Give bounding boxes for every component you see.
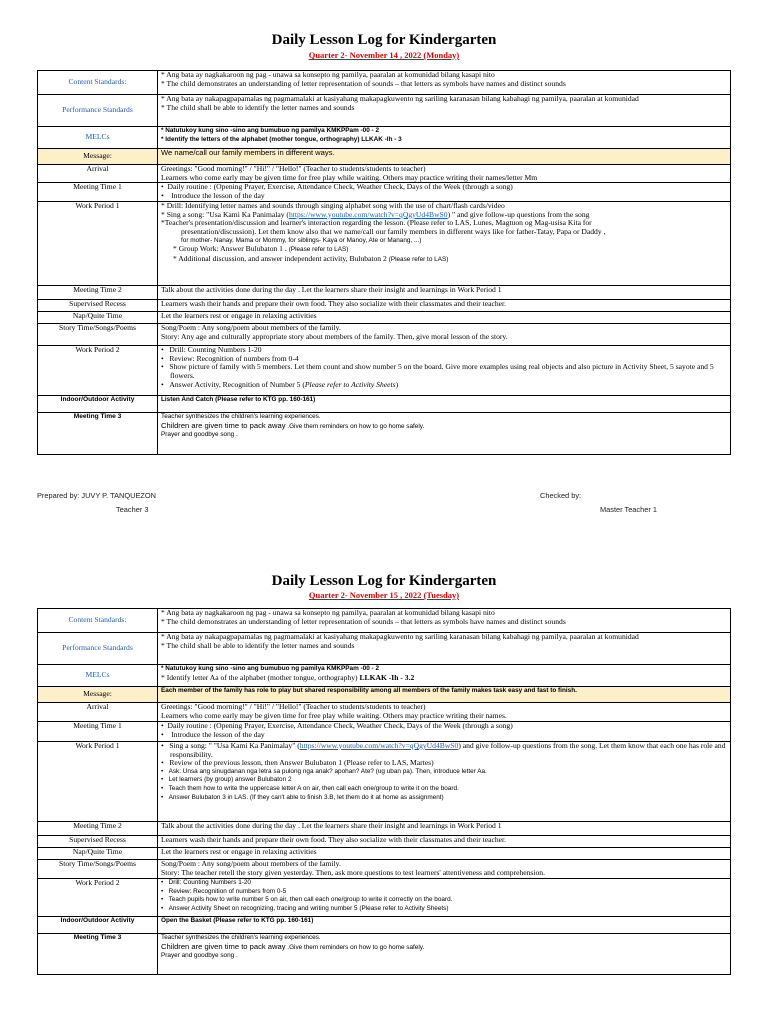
wp1-text: Let learners (by group) answer Bulubaton 2 [168, 776, 292, 784]
wp2-text: ) [395, 380, 399, 389]
wp2-text: Drill: Counting Numbers 1-20 [169, 346, 262, 355]
routine-text: Daily routine : (Opening Prayer, Exercise, Attendance Check, Weather Check, Days of the Week (through a song) [167, 722, 513, 730]
content-line: * Ang bata ay nagkakaroon ng pag - unawa sa konsepto ng pamilya, paaralan at komunidad bilang kasapi nito [161, 71, 495, 79]
wp2-line: • Review: Recognition of numbers from 0-5 [161, 887, 287, 895]
performance-line: * Ang bata ay nakapagpapamalas ng pagmamalaki at kasiyahang makapagkuwento ng sariling karanasan bilang kabahagi ng pamilya, paaralan at komunidad [161, 94, 639, 103]
mt3-line: Teacher synthesizes the children's learning experiences. [161, 413, 321, 421]
row-content-standards [38, 71, 731, 95]
content-line: * The child demonstrates an understanding of letter representation of sounds – that letters as symbols have names and distinct sounds [161, 617, 566, 626]
label-meeting-time-2: Meeting Time 2 [38, 822, 158, 836]
wp2-text: Review: Recognition of numbers from 0-5 [168, 887, 287, 895]
routine-line: • Introduce the lesson of the day [161, 191, 265, 200]
message-cell [158, 687, 731, 703]
row-melcs [38, 665, 731, 687]
wp2-line: • Drill: Counting Numbers 1-20 [161, 879, 251, 886]
arrival-line: Greetings: "Good morning!" / "Hi!" / "Hello!" (Teacher to students/students to teacher) [161, 165, 426, 173]
row-nap-time [38, 848, 731, 860]
wp2-text: Drill: Counting Numbers 1-20 [168, 879, 251, 886]
label-message: Message: [38, 687, 158, 703]
wp2-line: • Drill: Counting Numbers 1-20 [161, 346, 262, 355]
wp2-ref: Please refer to Activity Sheets [304, 380, 396, 389]
story-line: Song/Poem : Any song/poem about members of the family. [161, 324, 341, 333]
label-work-period-1: Work Period 1 [38, 742, 158, 822]
routine-text: Introduce the lesson of the day [171, 191, 265, 200]
story-line: Song/Poem : Any song/poem about members of the family. [161, 860, 341, 868]
wp1-line: • Teach them how to write the uppercase letter A on air, then call each one/group to write it on the board. [161, 784, 459, 792]
row-work-period-2 [38, 879, 731, 917]
mt3-line [161, 422, 727, 432]
row-performance-standards [38, 95, 731, 127]
wp2-line: • Teach pupils how to write number 5 on air, then call each one/group to write it correctly on the board. [161, 896, 453, 904]
checked-by: Checked by: [540, 491, 582, 500]
melc-code: LLKAK -Ih - 3.2 [359, 673, 415, 682]
row-indoor-outdoor [38, 396, 731, 413]
wp1-text: ) and give follow-up questions from the song. Let them know that each one has role and responsibility. [170, 741, 726, 759]
mt3-text: Children are given time to pack away [161, 942, 286, 951]
arrival-cell [158, 703, 731, 722]
wp1-line: * Drill: Identifying letter names and sounds through singing alphabet song with the use of chart/flash cards/video [161, 202, 505, 211]
arrival-line: Learners who come early may be given time for free play while waiting. Others may practice writing their names. [161, 711, 507, 720]
label-meeting-time-1: Meeting Time 1 [38, 722, 158, 742]
row-supervised-recess [38, 836, 731, 848]
wp1-text: * Sing a song: "Usa Kami Ka Panimalay ( [161, 210, 289, 219]
nap-cell [158, 848, 731, 860]
wp1-ref: (Please refer to LAS) [388, 255, 449, 263]
meeting-time-3-cell [158, 413, 731, 455]
wp1-text: Answer Bulubaton 3 in LAS. (If they can't able to finish 3.B, let them do it at home as assignment) [168, 793, 444, 801]
label-meeting-time-1: Meeting Time 1 [38, 183, 158, 202]
wp2-text: Answer Activity Sheet on recognizing, tracing and writing number 5 (Please refer to Activity Sheets) [168, 904, 449, 912]
content-standards-cell [158, 609, 731, 633]
row-melcs [38, 127, 731, 149]
melc-text: * Identify letter Aa of the alphabet (mother tongue, orthography) [161, 673, 360, 682]
mt3-text: .Give them reminders on how to go home safely. [285, 943, 425, 951]
wp1-line: *Teacher's presentation/discussion and learner's interaction regarding the lesson. (Please refer to LAS, Lunes, Magtuon og Mag-usisa Kita for [161, 219, 592, 228]
label-work-period-2: Work Period 2 [38, 879, 158, 917]
mt3-text: Children are given time to pack away [161, 421, 286, 430]
wp1-line [161, 211, 727, 220]
indoor-text: Listen And Catch (Please refer to KTG pp. 160-161) [161, 396, 316, 404]
story-cell [158, 860, 731, 879]
work-period-2-cell [158, 346, 731, 396]
label-work-period-1: Work Period 1 [38, 202, 158, 286]
mt3-line: Prayer and goodbye song . [161, 431, 238, 439]
wp2-text: Teach pupils how to write number 5 on air, then call each one/group to write it correctly on the board. [168, 896, 453, 904]
label-content-standards: Content Standards: [38, 71, 158, 95]
indoor-cell [158, 917, 731, 934]
nap-cell [158, 312, 731, 324]
wp2-line: • Answer Activity Sheet on recognizing, tracing and writing number 5 (Please refer to Activity Sheets) [161, 904, 449, 912]
wp1-line [161, 255, 727, 265]
row-indoor-outdoor [38, 917, 731, 934]
row-nap-time [38, 312, 731, 324]
routine-line: • Introduce the lesson of the day [161, 730, 265, 739]
wp1-text: Sing a song: " "Usa Kami Ka Panimalay" ( [169, 741, 300, 750]
row-message [38, 687, 731, 703]
label-meeting-time-3: Meeting Time 3 [38, 413, 158, 455]
content-line: * The child demonstrates an understanding of letter representation of sounds – that letters as symbols have names and distinct sounds [161, 79, 566, 88]
log1-table [37, 70, 731, 455]
melc-line: * Natutukoy kung sino -sino ang bumubuo ng pamilya KMKPPam -00 - 2 [161, 127, 380, 134]
wp1-text: * Additional discussion, and answer independent activity, Bulubaton 2 [173, 254, 389, 263]
work-period-2-cell [158, 879, 731, 917]
wp1-text: Ask: Unsa ang sinugdanan nga letra sa pulong nga anak? apohan? Ate? (ug uban pa). Then, introduce letter Aa. [168, 767, 487, 775]
label-melcs: MELCs [38, 665, 158, 687]
label-indoor-outdoor: Indoor/Outdoor Activity [38, 396, 158, 413]
label-story-time: Story Time/Songs/Poems [38, 860, 158, 879]
wp1-line: • Ask: Unsa ang sinugdanan nga letra sa pulong nga anak? apohan? Ate? (ug uban pa). Then, introduce letter Aa. [161, 767, 487, 775]
melc-line: * Identify the letters of the alphabet (mother tongue, orthography) LLKAK -Ih - 3 [161, 135, 402, 143]
mt3-line: Teacher synthesizes the children's learning experiences. [161, 934, 321, 941]
recess-cell [158, 836, 731, 848]
row-content-standards [38, 609, 731, 633]
nap-text: Let the learners rest or engage in relaxing activities [161, 312, 317, 321]
wp2-text: Show picture of family with 5 members. Let them count and show number 5 on the board. Give more examples using real objects and also picture in Activity Sheet, 5 sayote and 5 flowers. [169, 362, 714, 380]
message-text: Each member of the family has role to play but shared responsibility among all members of the family makes task easy and fast to finish. [161, 687, 577, 694]
row-meeting-time-3 [38, 934, 731, 975]
wp1-line [161, 245, 727, 255]
label-arrival: Arrival [38, 703, 158, 722]
row-story-time [38, 324, 731, 346]
meeting-time-1-cell [158, 722, 731, 742]
log1-date: Quarter 2- November 14 , 2022 (Monday) [308, 50, 460, 60]
wp1-line: • Let learners (by group) answer Bulubaton 2 [161, 776, 292, 784]
indoor-cell [158, 396, 731, 413]
wp1-line: presentation/discussion). Let them know also that we name/call our family members in different ways like for father-Tatay, Papa or Daddy , [181, 227, 606, 236]
mt2-text: Talk about the activities done during the day . Let the learners share their insight and learnings in Work Period 1 [161, 822, 502, 830]
wp2-line: • Review: Recognition of numbers from 0-4 [161, 354, 299, 363]
wp2-text: Review: Recognition of numbers from 0-4 [169, 354, 299, 363]
row-work-period-2 [38, 346, 731, 396]
log2-title: Daily Lesson Log for Kindergarten [271, 573, 497, 589]
row-arrival [38, 165, 731, 183]
melc-line: * Natutukoy kung sino -sino ang bumubuo ng pamilya KMKPPam -00 - 2 [161, 665, 380, 672]
wp2-text: Answer Activity, Recognition of Number 5 ( [169, 380, 305, 389]
wp1-line: • Review of the previous lesson, then Answer Bulubaton 1 (Please refer to LAS, Martes) [161, 759, 434, 768]
content-line: * Ang bata ay nagkakaroon ng pag - unawa sa konsepto ng pamilya, paaralan at komunidad bilang kasapi nito [161, 609, 495, 617]
log1-title: Daily Lesson Log for Kindergarten [271, 32, 497, 48]
story-cell [158, 324, 731, 346]
performance-line: * The child shall be able to identify the letter names and sounds [161, 103, 355, 112]
meeting-time-1-cell [158, 183, 731, 202]
meeting-time-2-cell [158, 286, 731, 300]
meeting-time-3-cell [158, 934, 731, 975]
wp1-text: * Group Work: Answer Bulubaton 1 . [173, 245, 289, 254]
arrival-line: Greetings: "Good morning!" / "Hi!" / "Hello!" (Teacher to students/students to teacher) [161, 703, 426, 711]
nap-text: Let the learners rest or engage in relaxing activities [161, 848, 317, 856]
label-melcs: MELCs [38, 127, 158, 149]
label-story-time: Story Time/Songs/Poems [38, 324, 158, 346]
wp1-line: • Answer Bulubaton 3 in LAS. (If they can't able to finish 3.B, let them do it at home as assignment) [161, 793, 444, 801]
melcs-cell [158, 665, 731, 687]
story-line: Story: Any age and culturally appropriate story about members of the family. Then, give moral lesson of the story. [161, 332, 508, 341]
wp1-text: ) " and give follow-up questions from the song [447, 210, 590, 219]
log2-table [37, 608, 731, 975]
story-line: Story: The teacher retell the story given yesterday. Then, ask more questions to test learners' attentiveness and comprehension. [161, 868, 545, 877]
label-work-period-2: Work Period 2 [38, 346, 158, 396]
wp1-line: for mother- Nanay, Mama or Mommy, for siblings- Kaya or Manoy, Ate or Manang, ...) [181, 236, 422, 244]
log2-date: Quarter 2- November 15 , 2022 (Tuesday) [308, 590, 460, 600]
label-content-standards: Content Standards: [38, 609, 158, 633]
row-work-period-1 [38, 202, 731, 286]
row-supervised-recess [38, 300, 731, 312]
wp1-line: • Sing a song: " "Usa Kami Ka Panimalay" (https://www.youtube.com/watch?v=qQgyUd4BwS0) and give follow-up questions from the song. Let them know that each one has role and responsibility. [161, 741, 726, 759]
teacher-position: Teacher 3 [116, 505, 149, 514]
label-arrival: Arrival [38, 165, 158, 183]
melcs-cell [158, 127, 731, 149]
recess-text: Learners wash their hands and prepare their own food. They also socialize with their classmates and their teacher. [161, 300, 507, 309]
recess-cell [158, 300, 731, 312]
performance-line: * Ang bata ay nakapagpapamalas ng pagmamalaki at kasiyahang makapagkuwento ng sariling karanasan bilang kabahagi ng pamilya, paaralan at komunidad [161, 632, 639, 641]
row-story-time [38, 860, 731, 879]
row-meeting-time-2 [38, 822, 731, 836]
label-supervised-recess: Supervised Recess [38, 836, 158, 848]
recess-text: Learners wash their hands and prepare their own food. They also socialize with their classmates and their teacher. [161, 836, 507, 844]
row-message [38, 149, 731, 165]
youtube-link[interactable]: https://www.youtube.com/watch?v=qQgyUd4BwS0 [288, 210, 448, 219]
message-cell [158, 149, 731, 165]
indoor-text: Open the Basket (Please refer to KTG pp. 160-161) [161, 917, 314, 924]
mt3-text: .Give them reminders on how to go home safely. [285, 422, 425, 430]
performance-standards-cell [158, 633, 731, 665]
wp2-line: • Show picture of family with 5 members. Let them count and show number 5 on the board. Give more examples using real objects and also picture in Activity Sheet, 5 sayote and 5 flowers. [161, 362, 714, 380]
label-performance-standards: Performance Standards [38, 95, 158, 127]
master-teacher-position: Master Teacher 1 [600, 505, 657, 514]
message-text: We name/call our family members in different ways. [161, 149, 335, 157]
row-performance-standards [38, 633, 731, 665]
label-meeting-time-3: Meeting Time 3 [38, 934, 158, 975]
work-period-1-cell [158, 742, 731, 822]
wp2-line: • Answer Activity, Recognition of Number 5 (Please refer to Activity Sheets) [161, 380, 399, 389]
wp1-ref: (Please refer to LAS) [288, 246, 349, 254]
routine-line: • Daily routine : (Opening Prayer, Exercise, Attendance Check, Weather Check, Days of the Week (through a song) [161, 722, 513, 730]
label-nap-time: Nap/Quite Time [38, 312, 158, 324]
row-meeting-time-1 [38, 722, 731, 742]
label-message: Message: [38, 149, 158, 165]
routine-line: • Daily routine : (Opening Prayer, Exercise, Attendance Check, Weather Check, Days of the Week (through a song) [161, 183, 513, 192]
label-indoor-outdoor: Indoor/Outdoor Activity [38, 917, 158, 934]
row-meeting-time-3 [38, 413, 731, 455]
work-period-1-cell [158, 202, 731, 286]
meeting-time-2-cell [158, 822, 731, 836]
arrival-cell [158, 165, 731, 183]
label-performance-standards: Performance Standards [38, 633, 158, 665]
row-meeting-time-1 [38, 183, 731, 202]
mt3-line: Prayer and goodbye song . [161, 952, 238, 960]
row-arrival [38, 703, 731, 722]
wp1-text: Teach them how to write the uppercase letter A on air, then call each one/group to write it on the board. [168, 784, 459, 792]
label-nap-time: Nap/Quite Time [38, 848, 158, 860]
arrival-line: Learners who come early may be given time for free play while waiting. Others may practice writing their names/letter Mm [161, 173, 538, 182]
label-meeting-time-2: Meeting Time 2 [38, 286, 158, 300]
content-standards-cell [158, 71, 731, 95]
routine-text: Introduce the lesson of the day [171, 730, 265, 739]
row-meeting-time-2 [38, 286, 731, 300]
row-work-period-1 [38, 742, 731, 822]
performance-line: * The child shall be able to identify the letter names and sounds [161, 641, 355, 650]
youtube-link[interactable]: https://www.youtube.com/watch?v=qQgyUd4BwS0 [299, 741, 459, 750]
performance-standards-cell [158, 95, 731, 127]
mt3-line [161, 943, 727, 953]
melc-line [161, 674, 727, 683]
label-supervised-recess: Supervised Recess [38, 300, 158, 312]
prepared-by: Prepared by: JUVY P. TANQUEZON [37, 491, 156, 500]
mt2-text: Talk about the activities done during the day . Let the learners share their insight and learnings in Work Period 1 [161, 286, 502, 295]
routine-text: Daily routine : (Opening Prayer, Exercise, Attendance Check, Weather Check, Days of the Week (through a song) [167, 183, 513, 192]
wp1-text: Review of the previous lesson, then Answer Bulubaton 1 (Please refer to LAS, Martes) [169, 759, 434, 768]
